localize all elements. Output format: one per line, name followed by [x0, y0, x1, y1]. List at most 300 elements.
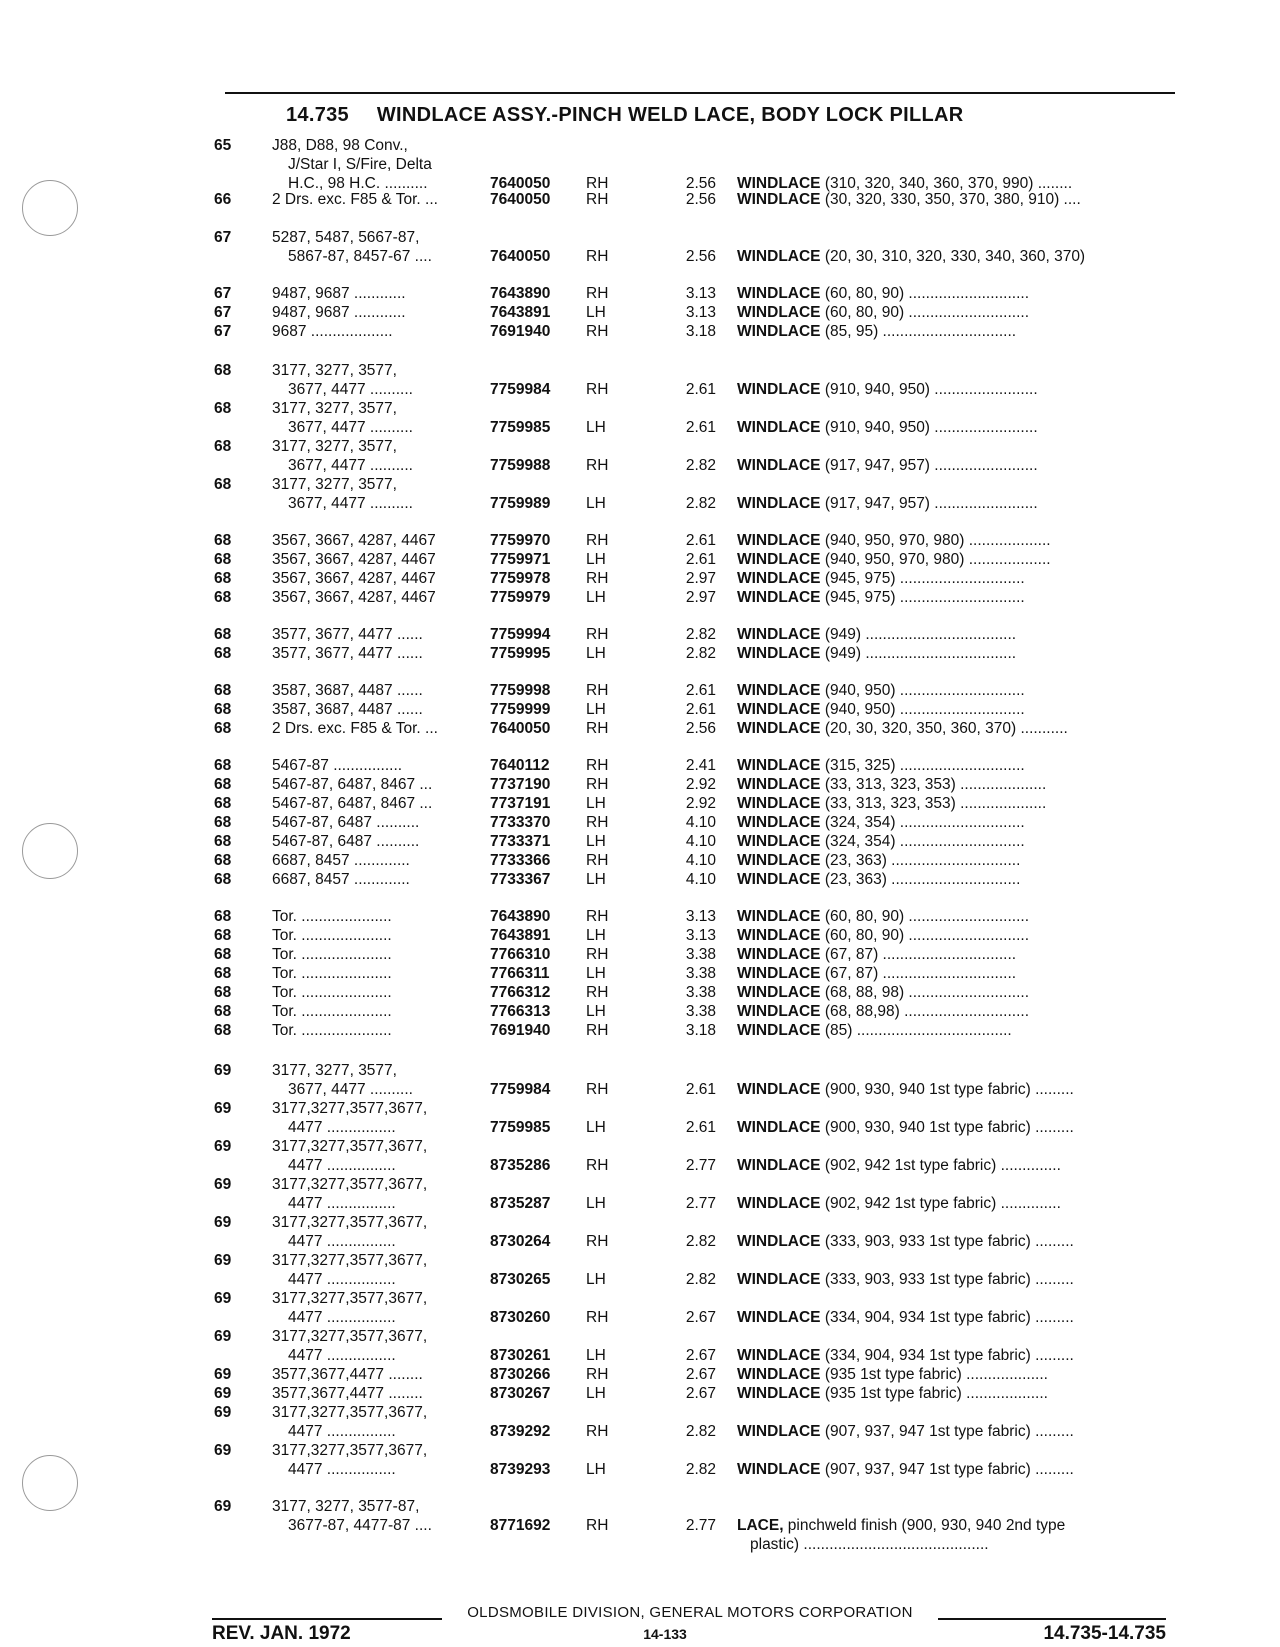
part-detail: (334, 904, 934 1st type fabric) .........: [820, 1347, 1074, 1364]
price: 2.67: [685, 1366, 716, 1383]
price: 2.61: [685, 682, 716, 699]
body-models: 4477 ................: [288, 1271, 396, 1288]
part-detail: (935 1st type fabric) ...................: [820, 1366, 1048, 1383]
price: 4.10: [685, 871, 716, 888]
body-models: 5467-87, 6487 ..........: [272, 833, 420, 850]
price: 2.77: [685, 1517, 716, 1534]
price: 2.56: [685, 191, 716, 208]
model-year: 68: [214, 757, 232, 774]
description: [737, 456, 1172, 475]
part-detail: (917, 947, 957) ........................: [820, 495, 1038, 512]
part-number: 7737191: [490, 795, 551, 812]
part-number: 7759999: [490, 701, 551, 718]
part-detail: (907, 937, 947 1st type fabric) .........: [820, 1461, 1074, 1478]
side: RH: [586, 285, 609, 302]
side: RH: [586, 1157, 609, 1174]
part-name: WINDLACE: [737, 814, 821, 831]
part-detail-continued: plastic) ...........................................: [750, 1536, 989, 1553]
description: [737, 1080, 1172, 1099]
binder-hole: [22, 823, 78, 879]
parts-entry: [0, 437, 1280, 475]
body-models: 3177, 3277, 3577,: [272, 362, 397, 379]
part-detail: (67, 87) ...............................: [820, 965, 1017, 982]
model-year: 68: [214, 814, 232, 831]
section-heading: WINDLACE ASSY.-PINCH WELD LACE, BODY LOCK PILLAR: [376, 104, 964, 126]
body-models: 3577,3677,4477 ........: [272, 1366, 423, 1383]
body-models: 3567, 3667, 4287, 4467: [272, 551, 436, 568]
model-year: 68: [214, 1022, 232, 1039]
part-detail: (940, 950, 970, 980) ...................: [820, 532, 1051, 549]
body-models: 5287, 5487, 5667-87,: [272, 229, 420, 246]
model-year: 68: [214, 908, 232, 925]
body-models: 4477 ................: [288, 1461, 396, 1478]
body-models: 3577, 3677, 4477 ......: [272, 645, 423, 662]
price: 2.82: [685, 1423, 716, 1440]
model-year: 69: [214, 1214, 232, 1231]
part-name: WINDLACE: [737, 1003, 821, 1020]
part-detail: (907, 937, 947 1st type fabric) .........: [820, 1423, 1074, 1440]
model-year: 69: [214, 1404, 232, 1421]
description: [737, 550, 1172, 569]
description: [737, 418, 1172, 437]
part-number: 8730261: [490, 1347, 551, 1364]
price: 2.97: [685, 570, 716, 587]
body-models: Tor. .....................: [272, 984, 392, 1001]
side: RH: [586, 908, 609, 925]
price: 2.61: [685, 551, 716, 568]
side: LH: [586, 495, 606, 512]
part-detail: (902, 942 1st type fabric) ..............: [820, 1157, 1061, 1174]
description: [737, 681, 1172, 700]
description: [737, 1002, 1172, 1021]
part-number: 7759989: [490, 495, 551, 512]
body-models: 9487, 9687 ............: [272, 285, 406, 302]
price: 2.61: [685, 1081, 716, 1098]
part-number: 7759995: [490, 645, 551, 662]
body-models: 3177,3277,3577,3677,: [272, 1290, 428, 1307]
footer-rule-left: [212, 1618, 442, 1620]
part-number: 7643890: [490, 908, 551, 925]
body-models: 2 Drs. exc. F85 & Tor. ...: [272, 720, 438, 737]
part-detail: (910, 940, 950) ........................: [820, 419, 1038, 436]
part-name: WINDLACE: [737, 1081, 821, 1098]
parts-entry: [0, 719, 1280, 738]
part-number: 7766310: [490, 946, 551, 963]
model-year: 68: [214, 833, 232, 850]
part-number: 7759994: [490, 626, 551, 643]
body-models: 3577,3677,4477 ........: [272, 1385, 423, 1402]
body-models: 3587, 3687, 4487 ......: [272, 701, 423, 718]
part-number: 7759978: [490, 570, 551, 587]
model-year: 68: [214, 927, 232, 944]
description: [737, 870, 1172, 889]
side: RH: [586, 776, 609, 793]
part-detail: (900, 930, 940 1st type fabric) .........: [820, 1081, 1074, 1098]
part-number: 7766312: [490, 984, 551, 1001]
parts-entry: [0, 1289, 1280, 1327]
parts-entry: [0, 1497, 1280, 1554]
part-number: 7733371: [490, 833, 551, 850]
model-year: 69: [214, 1366, 232, 1383]
part-detail: (940, 950) .............................: [820, 701, 1025, 718]
body-models: 5867-87, 8457-67 ....: [288, 248, 432, 265]
price: 2.61: [685, 419, 716, 436]
price: 3.13: [685, 908, 716, 925]
part-name: WINDLACE: [737, 1022, 821, 1039]
description: [737, 1365, 1172, 1384]
parts-entry: [0, 550, 1280, 569]
price: 2.61: [685, 701, 716, 718]
model-year: 68: [214, 645, 232, 662]
part-name: LACE,: [737, 1517, 784, 1534]
parts-entry: [0, 399, 1280, 437]
parts-entry: [0, 1251, 1280, 1289]
side: LH: [586, 304, 606, 321]
body-models: 3677, 4477 ..........: [288, 381, 413, 398]
part-number: 7759984: [490, 1081, 551, 1098]
body-models: H.C., 98 H.C. ..........: [288, 175, 428, 192]
description: [737, 945, 1172, 964]
parts-entry: [0, 983, 1280, 1002]
part-name: WINDLACE: [737, 1157, 821, 1174]
model-year: 69: [214, 1442, 232, 1459]
description: [737, 625, 1172, 644]
part-detail: (940, 950, 970, 980) ...................: [820, 551, 1051, 568]
part-name: WINDLACE: [737, 589, 821, 606]
model-year: 67: [214, 304, 232, 321]
body-models: 3587, 3687, 4487 ......: [272, 682, 423, 699]
part-number: 7640050: [490, 191, 551, 208]
side: RH: [586, 1233, 609, 1250]
price: 3.38: [685, 946, 716, 963]
body-models: 3177,3277,3577,3677,: [272, 1176, 428, 1193]
body-models: Tor. .....................: [272, 946, 392, 963]
part-name: WINDLACE: [737, 645, 821, 662]
side: RH: [586, 323, 609, 340]
description: [737, 531, 1172, 550]
part-detail: (60, 80, 90) ............................: [820, 908, 1029, 925]
model-year: 67: [214, 285, 232, 302]
part-name: WINDLACE: [737, 1233, 821, 1250]
body-models: 5467-87, 6487, 8467 ...: [272, 795, 433, 812]
parts-entry: [0, 945, 1280, 964]
side: LH: [586, 833, 606, 850]
body-models: Tor. .....................: [272, 1022, 392, 1039]
body-models: 3677, 4477 ..........: [288, 419, 413, 436]
body-models: Tor. .....................: [272, 965, 392, 982]
model-year: 68: [214, 589, 232, 606]
part-detail: (917, 947, 957) ........................: [820, 457, 1038, 474]
part-detail: (334, 904, 934 1st type fabric) .........: [820, 1309, 1074, 1326]
body-models: 3177,3277,3577,3677,: [272, 1442, 428, 1459]
body-models: 3177,3277,3577,3677,: [272, 1138, 428, 1155]
description: [737, 1021, 1172, 1040]
model-year: 65: [214, 137, 232, 154]
body-models: 4477 ................: [288, 1195, 396, 1212]
parts-entry: [0, 1365, 1280, 1384]
part-name: WINDLACE: [737, 457, 821, 474]
body-models: 3177,3277,3577,3677,: [272, 1100, 428, 1117]
part-name: WINDLACE: [737, 323, 821, 340]
body-models: J88, D88, 98 Conv.,: [272, 137, 408, 154]
body-models: 4477 ................: [288, 1233, 396, 1250]
model-year: 69: [214, 1252, 232, 1269]
part-name: WINDLACE: [737, 1119, 821, 1136]
side: LH: [586, 1461, 606, 1478]
description: [737, 775, 1172, 794]
description: [737, 494, 1172, 513]
side: RH: [586, 191, 609, 208]
body-models: 3677, 4477 ..........: [288, 495, 413, 512]
price: 2.61: [685, 532, 716, 549]
price: 4.10: [685, 814, 716, 831]
parts-entry: [0, 1137, 1280, 1175]
parts-entry: [0, 851, 1280, 870]
parts-entry: [0, 1021, 1280, 1040]
part-name: WINDLACE: [737, 570, 821, 587]
side: LH: [586, 1119, 606, 1136]
parts-entry: [0, 1384, 1280, 1403]
parts-entry: [0, 1213, 1280, 1251]
part-detail: (333, 903, 933 1st type fabric) .........: [820, 1233, 1074, 1250]
description: [737, 756, 1172, 775]
part-name: WINDLACE: [737, 1195, 821, 1212]
part-number: 7733366: [490, 852, 551, 869]
price: 2.67: [685, 1347, 716, 1364]
part-number: 7733370: [490, 814, 551, 831]
model-year: 69: [214, 1138, 232, 1155]
side: RH: [586, 814, 609, 831]
model-year: 68: [214, 362, 232, 379]
model-year: 67: [214, 229, 232, 246]
price: 3.18: [685, 1022, 716, 1039]
model-year: 68: [214, 795, 232, 812]
body-models: 3177,3277,3577,3677,: [272, 1328, 428, 1345]
parts-entry: [0, 322, 1280, 341]
price: 2.61: [685, 381, 716, 398]
price: 2.82: [685, 495, 716, 512]
description: [737, 813, 1172, 832]
part-detail: (67, 87) ...............................: [820, 946, 1017, 963]
part-detail: (68, 88,98) .............................: [820, 1003, 1029, 1020]
side: RH: [586, 1517, 609, 1534]
parts-entry: [0, 870, 1280, 889]
description: [737, 569, 1172, 588]
parts-entry: [0, 190, 1280, 209]
side: LH: [586, 1271, 606, 1288]
body-models: 3177, 3277, 3577,: [272, 400, 397, 417]
description: [737, 190, 1172, 209]
part-detail: (945, 975) .............................: [820, 589, 1025, 606]
price: 4.10: [685, 852, 716, 869]
parts-entry: [0, 1061, 1280, 1099]
part-detail: (85, 95) ...............................: [820, 323, 1017, 340]
part-number: 7759970: [490, 532, 551, 549]
description: [737, 1194, 1172, 1213]
top-rule: [225, 92, 1175, 94]
body-models: 6687, 8457 .............: [272, 871, 410, 888]
part-detail: (949) ...................................: [820, 626, 1017, 643]
part-number: 7759984: [490, 381, 551, 398]
footer-page-number: 14-133: [643, 1626, 687, 1642]
part-name: WINDLACE: [737, 927, 821, 944]
part-number: 7759971: [490, 551, 551, 568]
part-detail: (935 1st type fabric) ...................: [820, 1385, 1048, 1402]
parts-entry: [0, 775, 1280, 794]
side: LH: [586, 1347, 606, 1364]
part-detail: (900, 930, 940 1st type fabric) .........: [820, 1119, 1074, 1136]
model-year: 68: [214, 776, 232, 793]
price: 2.82: [685, 1461, 716, 1478]
side: RH: [586, 570, 609, 587]
footer-revision: REV. JAN. 1972: [212, 1623, 351, 1644]
model-year: 69: [214, 1290, 232, 1307]
parts-entry: [0, 1403, 1280, 1441]
part-name: WINDLACE: [737, 908, 821, 925]
side: LH: [586, 551, 606, 568]
part-number: 7643890: [490, 285, 551, 302]
body-models: 4477 ................: [288, 1423, 396, 1440]
price: 3.38: [685, 965, 716, 982]
side: LH: [586, 701, 606, 718]
description: [737, 1232, 1172, 1251]
part-number: 7759988: [490, 457, 551, 474]
part-number: 7759998: [490, 682, 551, 699]
body-models: Tor. .....................: [272, 908, 392, 925]
parts-entry: [0, 361, 1280, 399]
description: [737, 1270, 1172, 1289]
body-models: 4477 ................: [288, 1347, 396, 1364]
side: RH: [586, 457, 609, 474]
price: 2.67: [685, 1309, 716, 1326]
part-detail: (60, 80, 90) ............................: [820, 927, 1029, 944]
part-name: WINDLACE: [737, 1385, 821, 1402]
price: 2.82: [685, 1271, 716, 1288]
body-models: 3177, 3277, 3577,: [272, 1062, 397, 1079]
body-models: 3567, 3667, 4287, 4467: [272, 589, 436, 606]
body-models: 3177, 3277, 3577,: [272, 476, 397, 493]
part-name: WINDLACE: [737, 191, 821, 208]
model-year: 68: [214, 701, 232, 718]
body-models: 5467-87 ................: [272, 757, 403, 774]
parts-entry: [0, 1002, 1280, 1021]
price: 2.82: [685, 1233, 716, 1250]
part-detail: (945, 975) .............................: [820, 570, 1025, 587]
part-number: 8771692: [490, 1517, 551, 1534]
parts-entry: [0, 569, 1280, 588]
side: LH: [586, 795, 606, 812]
part-number: 7643891: [490, 927, 551, 944]
part-detail: (85) ....................................: [820, 1022, 1012, 1039]
part-name: WINDLACE: [737, 419, 821, 436]
description: [737, 1516, 1172, 1535]
part-detail: (333, 903, 933 1st type fabric) .........: [820, 1271, 1074, 1288]
body-models: 3177,3277,3577,3677,: [272, 1214, 428, 1231]
part-detail: (902, 942 1st type fabric) ..............: [820, 1195, 1061, 1212]
parts-entry: [0, 644, 1280, 663]
description: [737, 322, 1172, 341]
model-year: 69: [214, 1498, 232, 1515]
description: [737, 964, 1172, 983]
side: LH: [586, 1385, 606, 1402]
parts-entry: [0, 681, 1280, 700]
side: RH: [586, 381, 609, 398]
side: RH: [586, 1022, 609, 1039]
price: 3.13: [685, 304, 716, 321]
part-name: WINDLACE: [737, 285, 821, 302]
parts-entry: [0, 700, 1280, 719]
side: LH: [586, 419, 606, 436]
part-detail: (940, 950) .............................: [820, 682, 1025, 699]
part-name: WINDLACE: [737, 1309, 821, 1326]
part-name: WINDLACE: [737, 175, 821, 192]
body-models: 3177, 3277, 3577,: [272, 438, 397, 455]
body-models: Tor. .....................: [272, 927, 392, 944]
footer-corporation: OLDSMOBILE DIVISION, GENERAL MOTORS CORPORATION: [467, 1604, 913, 1621]
price: 2.92: [685, 795, 716, 812]
part-detail: (949) ...................................: [820, 645, 1017, 662]
side: LH: [586, 871, 606, 888]
part-name: WINDLACE: [737, 871, 821, 888]
parts-entry: [0, 284, 1280, 303]
body-models: 3677, 4477 ..........: [288, 457, 413, 474]
part-number: 7759979: [490, 589, 551, 606]
side: RH: [586, 852, 609, 869]
side: LH: [586, 1195, 606, 1212]
part-detail: (68, 88, 98) ............................: [820, 984, 1029, 1001]
side: RH: [586, 1081, 609, 1098]
description: [737, 719, 1172, 738]
part-name: WINDLACE: [737, 965, 821, 982]
price: 2.82: [685, 645, 716, 662]
parts-entry: [0, 1175, 1280, 1213]
model-year: 68: [214, 551, 232, 568]
side: RH: [586, 720, 609, 737]
body-models: 5467-87, 6487, 8467 ...: [272, 776, 433, 793]
body-models: 3577, 3677, 4477 ......: [272, 626, 423, 643]
part-number: 7643891: [490, 304, 551, 321]
description: [737, 303, 1172, 322]
side: LH: [586, 965, 606, 982]
part-number: 7640050: [490, 175, 551, 192]
parts-entry: [0, 625, 1280, 644]
part-number: 7691940: [490, 1022, 551, 1039]
part-name: WINDLACE: [737, 532, 821, 549]
side: RH: [586, 682, 609, 699]
part-name: WINDLACE: [737, 248, 821, 265]
part-number: 7640112: [490, 757, 550, 774]
part-detail: (23, 363) ..............................: [820, 852, 1021, 869]
body-models: 6687, 8457 .............: [272, 852, 410, 869]
model-year: 68: [214, 984, 232, 1001]
part-number: 8739292: [490, 1423, 551, 1440]
price: 2.61: [685, 1119, 716, 1136]
price: 3.13: [685, 285, 716, 302]
body-models: 3177,3277,3577,3677,: [272, 1404, 428, 1421]
part-detail: (33, 313, 323, 353) ....................: [820, 795, 1047, 812]
binder-hole: [22, 1455, 78, 1511]
parts-entry: [0, 303, 1280, 322]
model-year: 68: [214, 965, 232, 982]
parts-entry: [0, 1099, 1280, 1137]
part-name: WINDLACE: [737, 381, 821, 398]
binder-hole: [22, 180, 78, 236]
part-name: WINDLACE: [737, 304, 821, 321]
description: [737, 1308, 1172, 1327]
price: 4.10: [685, 833, 716, 850]
part-detail: (33, 313, 323, 353) ....................: [820, 776, 1047, 793]
model-year: 68: [214, 871, 232, 888]
